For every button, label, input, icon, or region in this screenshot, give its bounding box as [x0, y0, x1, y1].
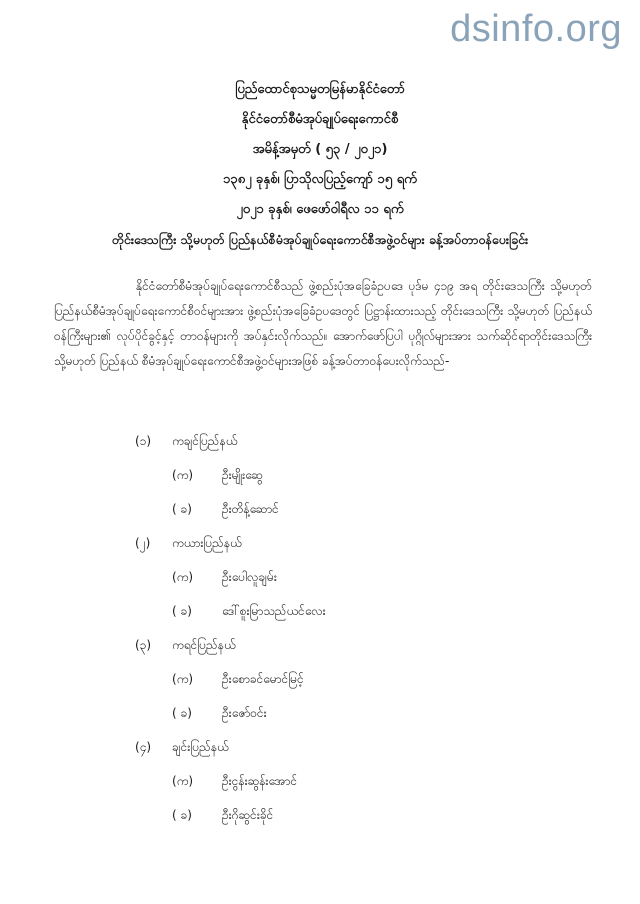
member-number: ( ခ): [172, 706, 192, 720]
member-number: ( ခ): [172, 808, 192, 822]
member-name: ဦးဂိုဆွင်းခိုင်: [222, 808, 274, 822]
watermark-logo: dsinfo.org: [450, 8, 622, 50]
member-name: ဦးမျိုးဆွေ: [222, 468, 263, 482]
member-item: [0, 799, 640, 833]
region-item: [0, 731, 640, 765]
region-number: (၁): [135, 434, 152, 448]
member-name: ဦးငွန်းဆွန်းအောင်: [222, 774, 298, 788]
member-number: ( ခ): [172, 502, 192, 516]
member-item: [0, 663, 640, 697]
region-item: [0, 527, 640, 561]
region-name: ချင်းပြည်နယ်: [172, 740, 229, 754]
member-item: [0, 561, 640, 595]
region-number: (၃): [135, 638, 152, 652]
header-myanmar-date: ၁၃၈၂ ခုနှစ်၊ ပြာသိုလပြည့်ကျော် ၁၅ ရက်: [223, 172, 417, 187]
header-subject: တိုင်းဒေသကြီး သို့မဟုတ် ပြည်နယ်စီမံအုပ်ချုပ်ရေးကောင်စီအဖွဲ့ဝင်များ ခန့်အပ်တာဝန်ပေးခြင်း: [111, 232, 529, 247]
region-name: ကချင်ပြည်နယ်: [172, 434, 238, 448]
member-number: (က): [172, 570, 194, 584]
region-name: ကရင်ပြည်နယ်: [172, 638, 236, 652]
region-item: [0, 425, 640, 459]
member-number: (က): [172, 672, 194, 686]
header-country: ပြည်ထောင်စုသမ္မတမြန်မာနိုင်ငံတော်: [235, 82, 405, 97]
header-order-number: အမိန့်အမှတ် ( ၅၃ / ၂၀၂၁): [252, 142, 388, 157]
member-number: ( ခ): [172, 604, 192, 618]
region-item: [0, 629, 640, 663]
member-name: ဦးတိန့်ဆောင်: [222, 502, 279, 516]
order-paragraph: နိုင်ငံတော်စီမံအုပ်ချုပ်ရေးကောင်စီသည် ဖွဲ့စည်းပုံအခြေခံဥပဒေ ပုဒ်မ ၄၁၉ အရ တိုင်းဒေသကြီး သို့မဟုတ် ပြည်နယ်စီမံအုပ်ချုပ်ရေးကောင်စီဝင်များအား ဖွဲ့စည်းပုံအခြေခံဥပဒေတွင် ပြဋ္ဌာန်းထားသည့် တိုင်းဒေသကြီး သို့မဟုတ် ပြည်နယ်ဝန်ကြီးများ၏ လုပ်ပိုင်ခွင့်နှင့် တာဝန်များကို အပ်နှင်းလိုက်သည်။ အောက်ဖော်ပြပါ ပုဂ္ဂိုလ်များအား သက်ဆိုင်ရာတိုင်းဒေသကြီး သို့မဟုတ် ပြည်နယ် စီမံအုပ်ချုပ်ရေးကောင်စီအဖွဲ့ဝင်များအဖြစ် ခန့်အပ်တာဝန်ပေးလိုက်သည်-: [54, 279, 592, 368]
member-item: [0, 459, 640, 493]
member-number: (က): [172, 774, 194, 788]
member-item: [0, 595, 640, 629]
member-name: ဒေါ်စူးမြာသည်ယင်လေး: [222, 604, 326, 618]
member-name: ဦးစောခင်မောင်မြင့်: [222, 672, 304, 686]
region-name: ကယားပြည်နယ်: [172, 536, 242, 550]
member-item: [0, 493, 640, 527]
member-item: [0, 697, 640, 731]
member-item: [0, 765, 640, 799]
member-name: ဦးပေါလူချမ်း: [222, 570, 277, 584]
header-gregorian-date: ၂၀၂၁ ခုနှစ်၊ ဖေဖော်ဝါရီလ ၁၁ ရက်: [236, 202, 404, 217]
member-number: (က): [172, 468, 194, 482]
appointment-list: [0, 425, 640, 833]
document-header: [0, 82, 640, 262]
region-number: (၂): [135, 536, 151, 550]
region-number: (၄): [135, 740, 152, 754]
member-name: ဦးဇော်ဝင်း: [222, 706, 267, 720]
header-council: နိုင်ငံတော်စီမံအုပ်ချုပ်ရေးကောင်စီ: [241, 112, 399, 127]
